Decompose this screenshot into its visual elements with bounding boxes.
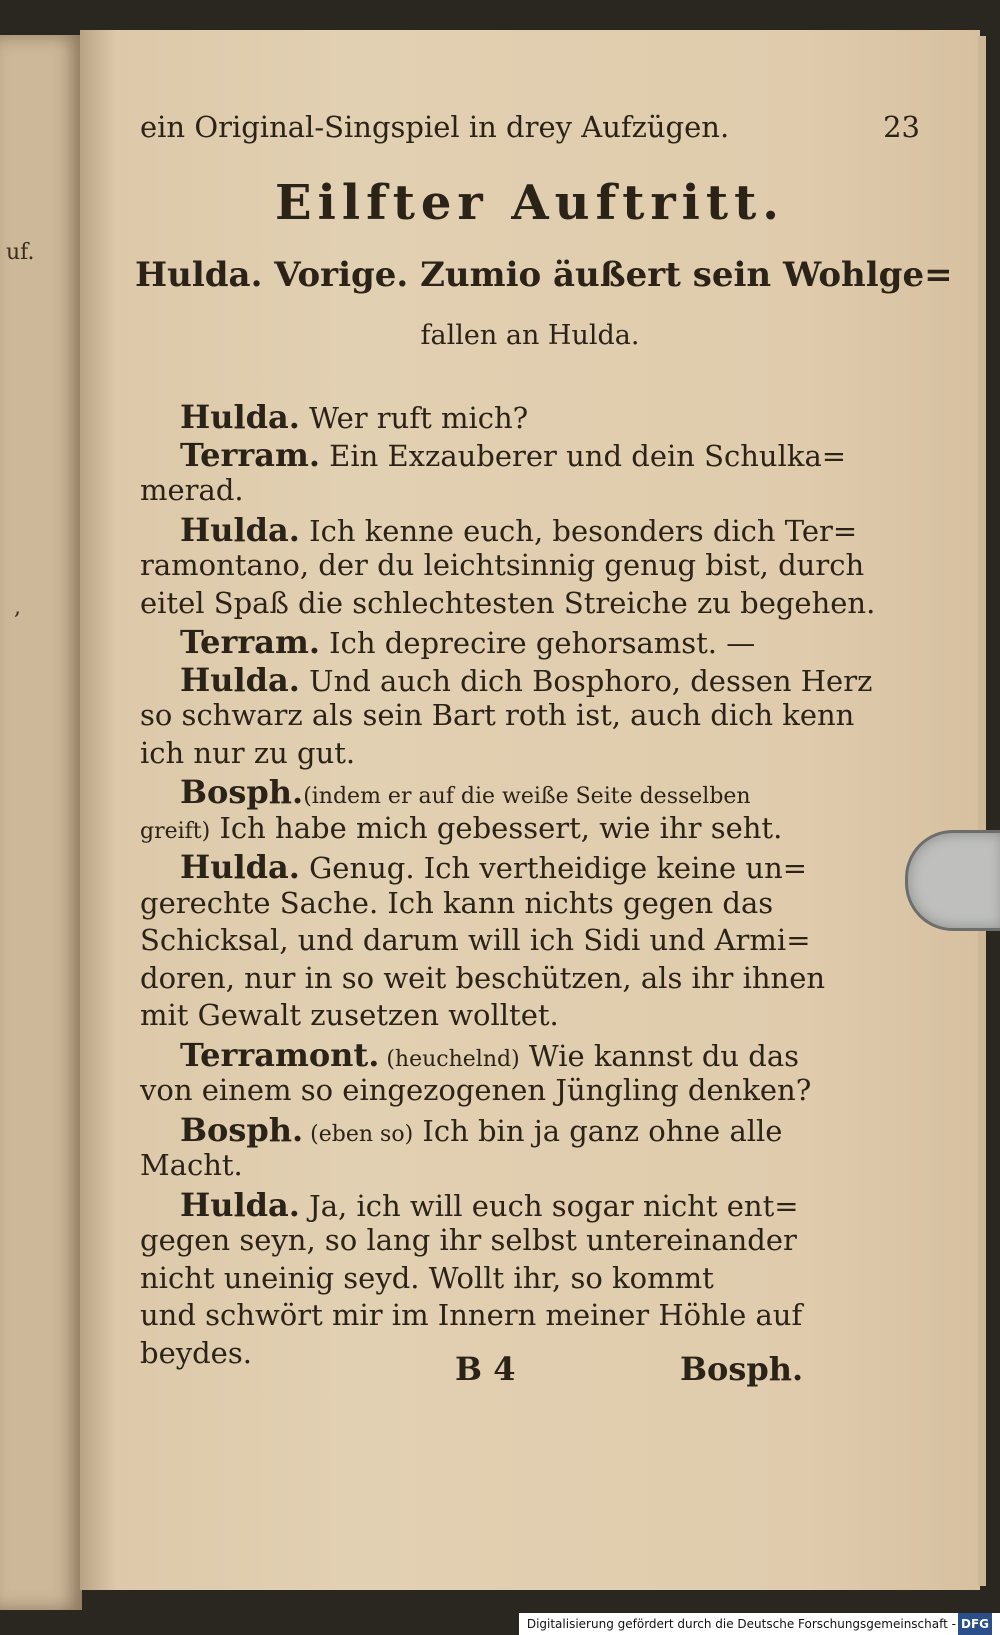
cast-line-1: Hulda. Vorige. Zumio äußert sein Wohlge= xyxy=(135,255,953,295)
text-line xyxy=(140,1111,960,1149)
text-line xyxy=(140,998,920,1032)
line-text: doren, nur in so weit beschützen, als ihr ihnen xyxy=(140,961,826,995)
line-text: Und auch dich Bosphoro, dessen Herz xyxy=(299,664,873,698)
speaker-name: Terram. xyxy=(180,436,320,474)
scene-title: Eilfter Auftritt. xyxy=(275,175,785,231)
text-line xyxy=(140,586,920,620)
left-page-fragment: uf. xyxy=(6,240,35,265)
left-page-margin xyxy=(0,35,82,1610)
line-text: Ein Exzauberer und dein Schulka= xyxy=(319,439,847,473)
text-line xyxy=(140,1073,920,1107)
line-text: Ich habe mich gebessert, wie ihr seht. xyxy=(210,811,783,845)
line-text: so schwarz als sein Bart roth ist, auch dich kenn xyxy=(140,698,855,732)
text-line xyxy=(140,698,920,732)
text-line xyxy=(140,1223,920,1257)
line-text: merad. xyxy=(140,473,244,507)
dfg-logo: DFG xyxy=(958,1613,992,1635)
line-text: ramontano, der du leichtsinnig genug bist, durch xyxy=(140,548,865,582)
speaker-name: Terram. xyxy=(180,623,320,661)
line-text: beydes. xyxy=(140,1336,252,1370)
page-number: 23 xyxy=(883,110,920,144)
text-line xyxy=(140,436,960,474)
stamp-text: Digitalisierung gefördert durch die Deutsche Forschungsgemeinschaft - xyxy=(526,1617,956,1631)
text-line xyxy=(140,661,960,699)
stage-direction: (heuchelnd) xyxy=(379,1047,520,1072)
book-page xyxy=(80,30,980,1590)
text-line xyxy=(140,961,920,995)
line-text: Macht. xyxy=(140,1148,243,1182)
line-text: von einem so eingezogenen Jüngling denken? xyxy=(140,1073,812,1107)
stage-direction: (indem er auf die weiße Seite desselben xyxy=(303,784,751,809)
text-line xyxy=(140,811,920,845)
line-text: Ja, ich will euch sogar nicht ent= xyxy=(299,1189,799,1223)
speaker-name: Terramont. xyxy=(180,1036,380,1074)
text-line xyxy=(140,923,920,957)
text-line xyxy=(140,886,920,920)
text-line xyxy=(140,1148,920,1182)
digitization-stamp xyxy=(519,1613,1000,1635)
line-text: Genug. Ich vertheidige keine un= xyxy=(299,851,808,885)
signature-mark: B 4 xyxy=(455,1350,516,1388)
line-text: Ich kenne euch, besonders dich Ter= xyxy=(299,514,858,548)
line-text: und schwört mir im Innern meiner Höhle auf xyxy=(140,1298,803,1332)
text-line xyxy=(140,773,960,811)
line-text: gerechte Sache. Ich kann nichts gegen das xyxy=(140,886,774,920)
page-clip xyxy=(905,830,1000,931)
line-text: Ich bin ja ganz ohne alle xyxy=(413,1114,783,1148)
line-text: eitel Spaß die schlechtesten Streiche zu begehen. xyxy=(140,586,876,620)
stage-direction: greift) xyxy=(140,819,211,844)
text-line xyxy=(140,1298,920,1332)
speaker-name: Hulda. xyxy=(180,661,300,699)
page-edge xyxy=(978,36,986,1586)
text-line xyxy=(140,511,960,549)
line-text: Ich deprecire gehorsamst. — xyxy=(319,626,756,660)
line-text: ich nur zu gut. xyxy=(140,736,356,770)
line-text: Wer ruft mich? xyxy=(299,401,529,435)
text-line xyxy=(140,736,920,770)
cast-line-2: fallen an Hulda. xyxy=(420,320,640,351)
line-text: nicht uneinig seyd. Wollt ihr, so kommt xyxy=(140,1261,714,1295)
line-text: Wie kannst du das xyxy=(519,1039,800,1073)
text-line xyxy=(140,848,960,886)
stage-direction: (eben so) xyxy=(303,1122,414,1147)
speaker-name: Hulda. xyxy=(180,848,300,886)
text-line xyxy=(140,1186,960,1224)
text-line xyxy=(140,1261,920,1295)
speaker-name: Hulda. xyxy=(180,1186,300,1224)
text-line xyxy=(140,398,960,436)
text-line xyxy=(140,548,920,582)
left-page-mark: , xyxy=(14,595,21,620)
text-line xyxy=(140,473,920,507)
text-line xyxy=(140,1036,960,1074)
catchword: Bosph. xyxy=(680,1350,804,1388)
line-text: mit Gewalt zusetzen wolltet. xyxy=(140,998,559,1032)
running-title: ein Original-Singspiel in drey Aufzügen. xyxy=(140,110,730,144)
line-text: gegen seyn, so lang ihr selbst untereinander xyxy=(140,1223,797,1257)
speaker-name: Bosph. xyxy=(180,773,304,811)
line-text: Schicksal, und darum will ich Sidi und Armi= xyxy=(140,923,811,957)
speaker-name: Hulda. xyxy=(180,398,300,436)
text-line xyxy=(140,623,960,661)
speaker-name: Hulda. xyxy=(180,511,300,549)
speaker-name: Bosph. xyxy=(180,1111,304,1149)
